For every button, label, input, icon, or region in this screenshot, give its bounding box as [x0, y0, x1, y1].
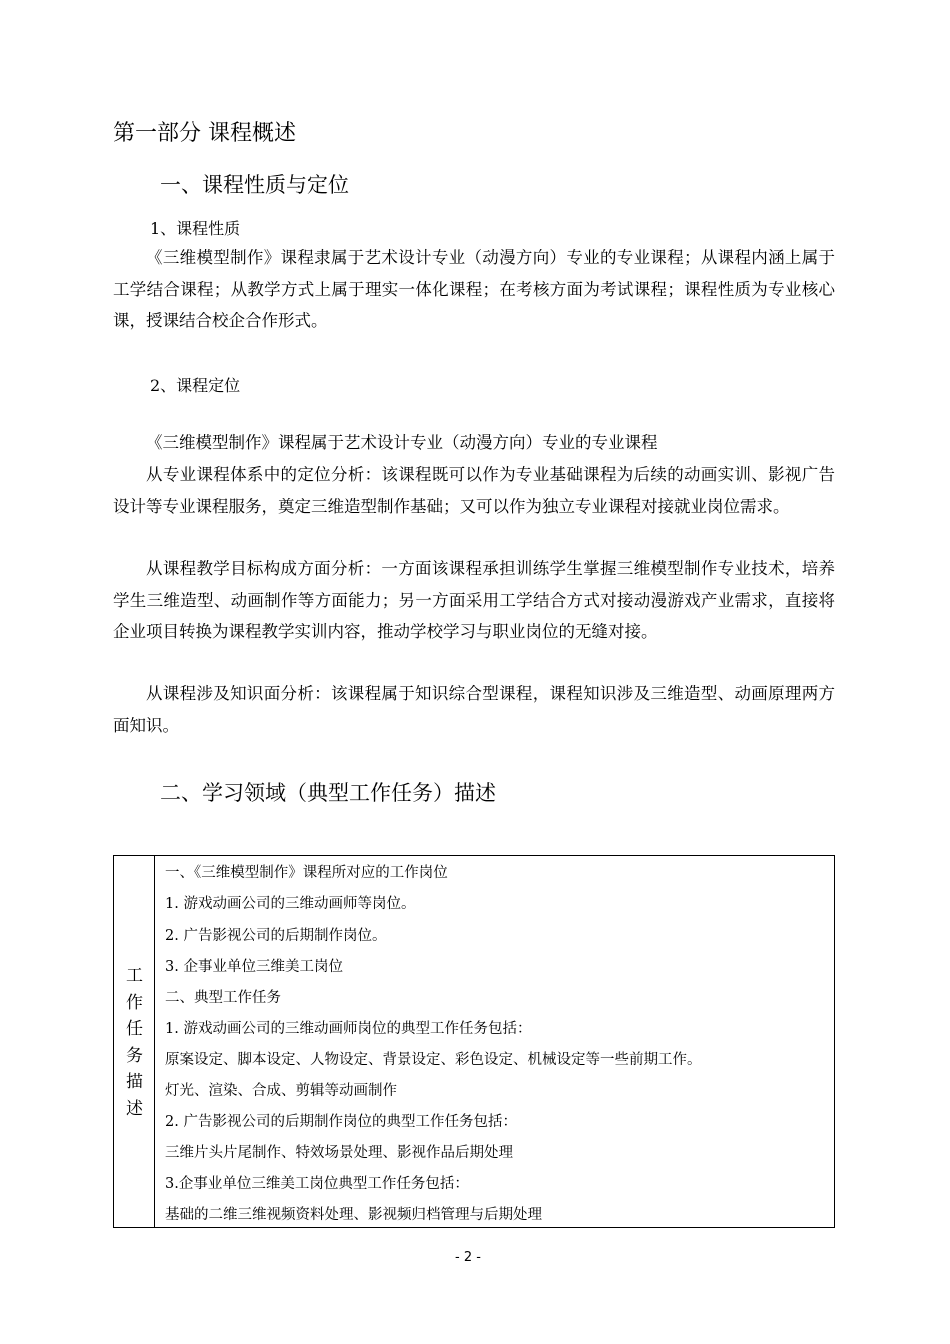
table-line: 3. 企事业单位三维美工岗位 [165, 959, 343, 975]
section2-title: 二、学习领域（典型工作任务）描述 [160, 781, 496, 805]
side-char: 作 [126, 992, 143, 1013]
table-line: 3.企事业单位三维美工岗位典型工作任务包括： [165, 1176, 469, 1192]
sub2-paragraph-4: 从课程涉及知识面分析：该课程属于知识综合型课程，课程知识涉及三维造型、动画原理两方面知识。 [113, 684, 835, 735]
page-number: - 2 - [455, 1250, 481, 1265]
table-line: 1. 游戏动画公司的三维动画师岗位的典型工作任务包括： [165, 1021, 532, 1037]
side-char: 任 [126, 1019, 143, 1039]
section1-title: 一、课程性质与定位 [160, 173, 349, 197]
part-title: 第一部分 课程概述 [113, 121, 296, 146]
side-char: 工 [126, 966, 143, 986]
side-char: 务 [126, 1045, 143, 1066]
sub2-paragraph-2: 从专业课程体系中的定位分析：该课程既可以作为专业基础课程为后续的动画实训、影视广告设计等专业课程服务，奠定三维造型制作基础；又可以作为独立专业课程对接就业岗位需求。 [113, 465, 835, 516]
side-label [114, 963, 155, 1122]
sub1-paragraph: 《三维模型制作》课程隶属于艺术设计专业（动漫方向）专业的专业课程；从课程内涵上属于工学结合课程；从教学方式上属于理实一体化课程；在考核方面为考试课程；课程性质为专业核心课，授课结合校企合作形式。 [113, 248, 835, 330]
table-line: 一、《三维模型制作》课程所对应的工作岗位 [165, 865, 448, 881]
table-line: 二、典型工作任务 [165, 990, 281, 1006]
side-char: 描 [126, 1072, 143, 1092]
side-char: 述 [126, 1098, 143, 1119]
work-task-table [113, 855, 835, 1228]
table-line: 原案设定、脚本设定、人物设定、背景设定、彩色设定、机械设定等一些前期工作。 [165, 1052, 702, 1068]
table-side-header [114, 856, 155, 1227]
table-line: 2. 广告影视公司的后期制作岗位。 [165, 928, 387, 944]
sub2-paragraph-3: 从课程教学目标构成方面分析：一方面该课程承担训练学生掌握三维模型制作专业技术，培养学生三维造型、动画制作等方面能力；另一方面采用工学结合方式对接动漫游戏产业需求，直接将企业项目转换为课程教学实训内容，推动学校学习与职业岗位的无缝对接。 [113, 559, 835, 641]
table-line: 三维片头片尾制作、特效场景处理、影视作品后期处理 [165, 1145, 513, 1161]
sub2-paragraph-1: 《三维模型制作》课程属于艺术设计专业（动漫方向）专业的专业课程 [146, 433, 658, 452]
sub2-title: 2、课程定位 [150, 376, 241, 395]
sub1-title: 1、课程性质 [150, 219, 241, 238]
table-line: 1. 游戏动画公司的三维动画师等岗位。 [165, 896, 416, 912]
table-line: 基础的二维三维视频资料处理、影视频归档管理与后期处理 [165, 1207, 542, 1223]
table-line: 灯光、渲染、合成、剪辑等动画制作 [165, 1083, 397, 1099]
table-line: 2. 广告影视公司的后期制作岗位的典型工作任务包括： [165, 1114, 517, 1130]
